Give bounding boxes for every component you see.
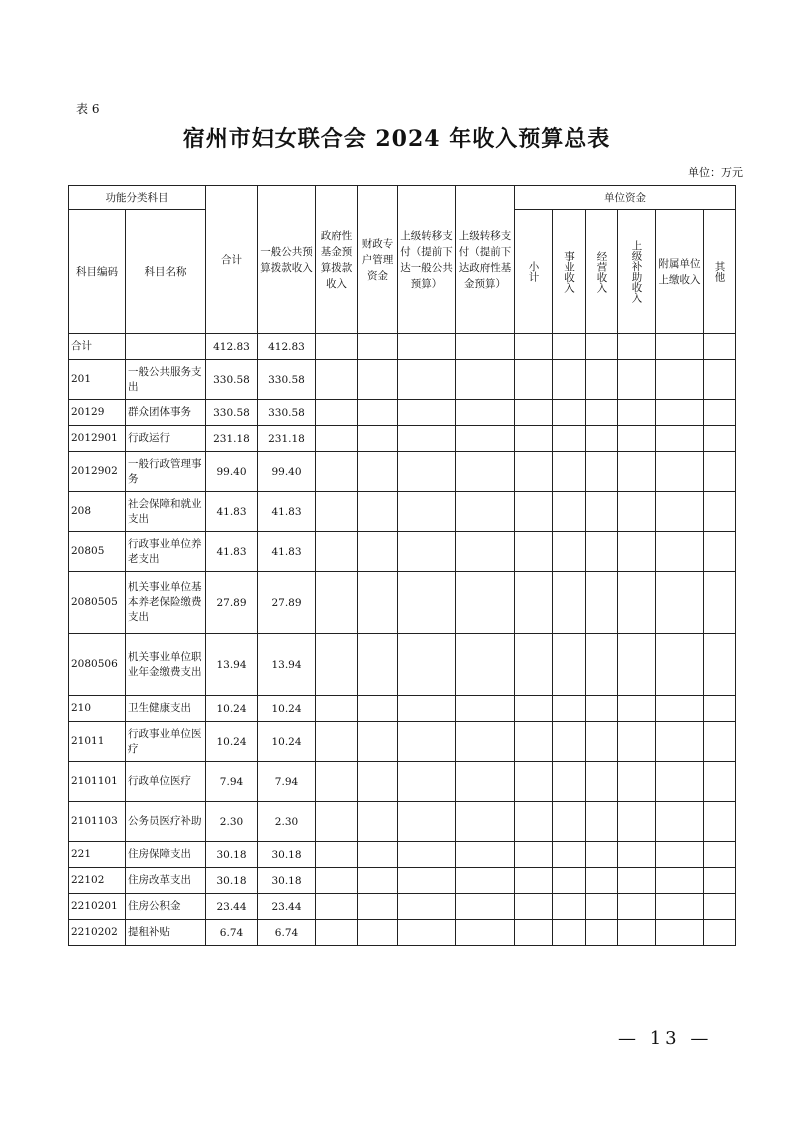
row-general: 99.40 <box>258 452 316 492</box>
row-code: 2210202 <box>69 920 126 946</box>
row-name: 行政事业单位医疗 <box>126 722 206 762</box>
row-code: 2012901 <box>69 426 126 452</box>
row-code: 2210201 <box>69 894 126 920</box>
income-budget-table <box>68 185 736 946</box>
header-func-class: 功能分类科目 <box>69 186 206 210</box>
row-total: 2.30 <box>206 802 258 842</box>
row-general: 231.18 <box>258 426 316 452</box>
row-name: 一般公共服务支出 <box>126 360 206 400</box>
header-special: 财政专户管理资金 <box>358 186 398 334</box>
row-total: 10.24 <box>206 722 258 762</box>
row-code: 2101101 <box>69 762 126 802</box>
table-row <box>69 802 736 842</box>
row-code: 合计 <box>69 334 126 360</box>
header-unit-funds: 单位资金 <box>515 186 736 210</box>
unit-label: 单位：万元 <box>688 166 743 179</box>
row-total: 41.83 <box>206 492 258 532</box>
row-total: 412.83 <box>206 334 258 360</box>
header-subtotal: 小计 <box>515 210 553 334</box>
table-row <box>69 492 736 532</box>
header-transfer-general: 上级转移支付（提前下达一般公共预算） <box>398 186 456 334</box>
row-total: 231.18 <box>206 426 258 452</box>
row-total: 330.58 <box>206 360 258 400</box>
header-code: 科目编码 <box>69 210 126 334</box>
row-total: 23.44 <box>206 894 258 920</box>
table-row <box>69 920 736 946</box>
row-code: 201 <box>69 360 126 400</box>
row-code: 2012902 <box>69 452 126 492</box>
table-label: 表 6 <box>76 102 100 116</box>
row-code: 20129 <box>69 400 126 426</box>
row-code: 2101103 <box>69 802 126 842</box>
row-code: 221 <box>69 842 126 868</box>
row-name: 机关事业单位职业年金缴费支出 <box>126 634 206 696</box>
row-name: 住房公积金 <box>126 894 206 920</box>
table-row <box>69 762 736 802</box>
header-other: 其他 <box>704 210 736 334</box>
row-name: 卫生健康支出 <box>126 696 206 722</box>
table-row <box>69 334 736 360</box>
row-name <box>126 334 206 360</box>
row-name: 社会保障和就业支出 <box>126 492 206 532</box>
row-general: 10.24 <box>258 722 316 762</box>
row-general: 13.94 <box>258 634 316 696</box>
header-affiliated: 附属单位上缴收入 <box>656 210 704 334</box>
table-row <box>69 360 736 400</box>
row-name: 提租补贴 <box>126 920 206 946</box>
row-total: 30.18 <box>206 868 258 894</box>
header-subsidy: 上级补助收入 <box>618 210 656 334</box>
page-title: 宿州市妇女联合会 2024 年收入预算总表 <box>182 126 611 152</box>
header-name: 科目名称 <box>126 210 206 334</box>
row-code: 22102 <box>69 868 126 894</box>
row-total: 7.94 <box>206 762 258 802</box>
row-code: 2080506 <box>69 634 126 696</box>
header-general: 一般公共预算拨款收入 <box>258 186 316 334</box>
table-row <box>69 696 736 722</box>
page-number: — 13 — <box>618 1028 713 1049</box>
header-operating: 经营收入 <box>586 210 618 334</box>
table-row <box>69 894 736 920</box>
table-row <box>69 572 736 634</box>
row-general: 30.18 <box>258 842 316 868</box>
header-business: 事业收入 <box>553 210 586 334</box>
table-row <box>69 842 736 868</box>
row-general: 2.30 <box>258 802 316 842</box>
row-code: 20805 <box>69 532 126 572</box>
row-total: 30.18 <box>206 842 258 868</box>
row-total: 10.24 <box>206 696 258 722</box>
row-name: 机关事业单位基本养老保险缴费支出 <box>126 572 206 634</box>
row-name: 行政事业单位养老支出 <box>126 532 206 572</box>
row-name: 住房改革支出 <box>126 868 206 894</box>
row-name: 群众团体事务 <box>126 400 206 426</box>
row-general: 41.83 <box>258 532 316 572</box>
row-general: 7.94 <box>258 762 316 802</box>
header-transfer-fund: 上级转移支付（提前下达政府性基金预算） <box>456 186 515 334</box>
row-general: 330.58 <box>258 400 316 426</box>
row-general: 330.58 <box>258 360 316 400</box>
row-code: 210 <box>69 696 126 722</box>
row-general: 23.44 <box>258 894 316 920</box>
row-general: 30.18 <box>258 868 316 894</box>
row-code: 208 <box>69 492 126 532</box>
row-general: 27.89 <box>258 572 316 634</box>
row-name: 公务员医疗补助 <box>126 802 206 842</box>
row-code: 21011 <box>69 722 126 762</box>
row-total: 6.74 <box>206 920 258 946</box>
row-total: 99.40 <box>206 452 258 492</box>
row-name: 行政单位医疗 <box>126 762 206 802</box>
row-general: 412.83 <box>258 334 316 360</box>
table-row <box>69 634 736 696</box>
row-total: 41.83 <box>206 532 258 572</box>
row-total: 13.94 <box>206 634 258 696</box>
row-name: 住房保障支出 <box>126 842 206 868</box>
table-row <box>69 452 736 492</box>
table-row <box>69 532 736 572</box>
table-row <box>69 426 736 452</box>
row-total: 330.58 <box>206 400 258 426</box>
header-gov-fund: 政府性基金预算拨款收入 <box>316 186 358 334</box>
row-general: 41.83 <box>258 492 316 532</box>
row-name: 行政运行 <box>126 426 206 452</box>
row-name: 一般行政管理事务 <box>126 452 206 492</box>
row-general: 10.24 <box>258 696 316 722</box>
row-general: 6.74 <box>258 920 316 946</box>
header-total: 合计 <box>206 186 258 334</box>
row-code: 2080505 <box>69 572 126 634</box>
row-total: 27.89 <box>206 572 258 634</box>
table-row <box>69 868 736 894</box>
table-row <box>69 400 736 426</box>
table-row <box>69 722 736 762</box>
